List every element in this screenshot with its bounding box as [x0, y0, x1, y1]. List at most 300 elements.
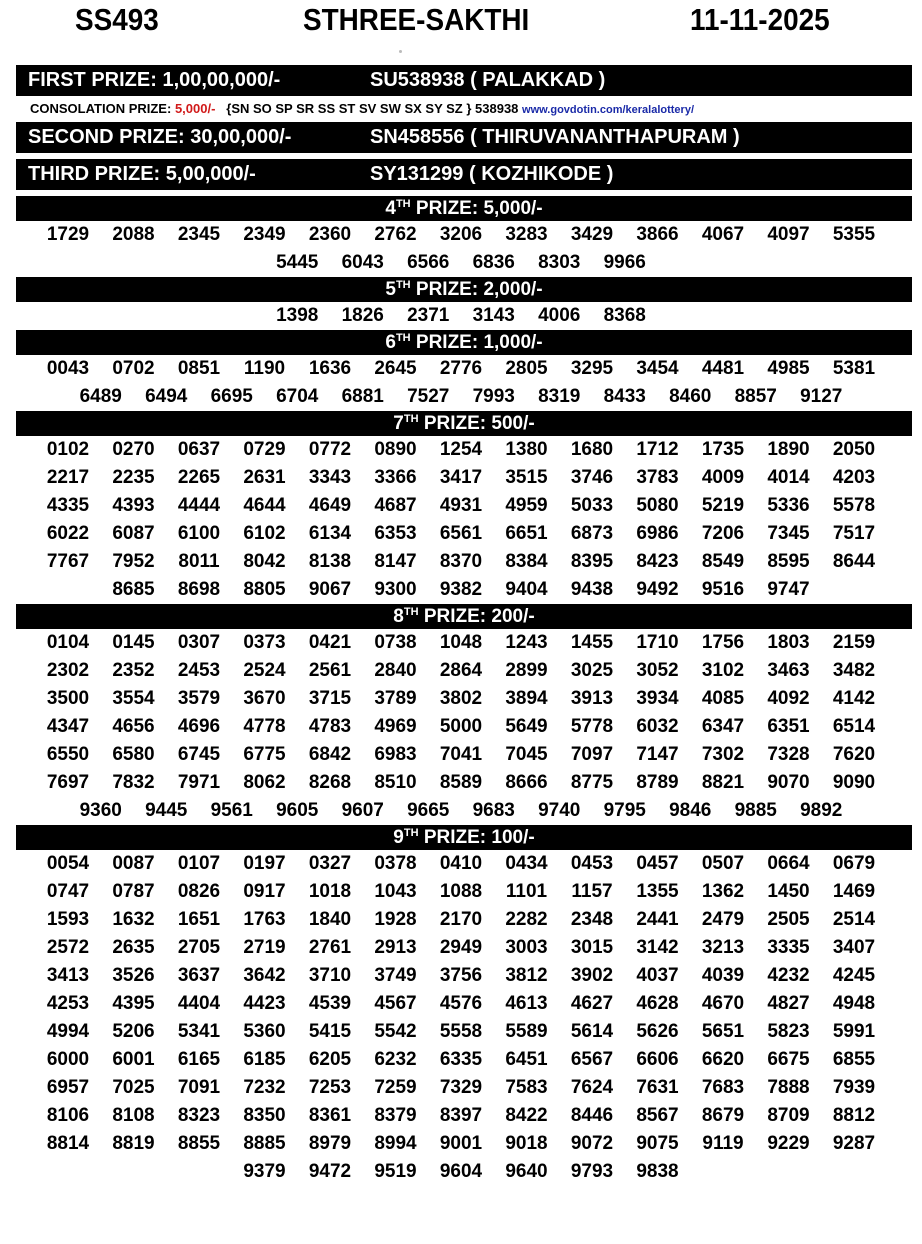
- ticket-number: 7517: [832, 523, 876, 544]
- number-row: [0, 436, 922, 464]
- ticket-number: 1469: [832, 881, 876, 902]
- number-row: [0, 1018, 922, 1046]
- ticket-number: 8370: [439, 551, 483, 572]
- number-row: [0, 906, 922, 934]
- ticket-number: 8666: [505, 772, 548, 793]
- number-row: [0, 990, 922, 1018]
- ticket-number: 8979: [308, 1133, 352, 1154]
- third-prize-ticket: SY131299 ( KOZHIKODE ): [370, 163, 614, 185]
- ticket-number: 7329: [439, 1077, 483, 1098]
- ticket-number: 2572: [46, 937, 90, 958]
- ticket-number: 3515: [505, 467, 548, 488]
- ticket-number: 3554: [112, 688, 155, 709]
- ticket-number: 0729: [243, 439, 286, 460]
- ticket-number: 2348: [570, 909, 614, 930]
- winning-numbers-7: [0, 436, 922, 604]
- prize-ordinal: 4: [385, 198, 396, 219]
- ticket-number: 5336: [767, 495, 810, 516]
- prize-label: PRIZE: 200/-: [418, 606, 535, 627]
- ticket-number: 1651: [177, 909, 221, 930]
- ticket-number: 8821: [701, 772, 745, 793]
- ticket-number: 9885: [734, 800, 777, 821]
- ticket-number: 4006: [538, 305, 581, 326]
- ticket-number: 7971: [177, 772, 221, 793]
- ticket-number: 5033: [570, 495, 614, 516]
- number-row: [0, 249, 922, 277]
- ticket-number: 8108: [112, 1105, 155, 1126]
- ticket-number: 2345: [177, 224, 221, 245]
- ticket-number: 1729: [46, 224, 90, 245]
- ticket-number: 5360: [243, 1021, 286, 1042]
- ticket-number: 8549: [701, 551, 745, 572]
- ticket-number: 3482: [832, 660, 876, 681]
- ticket-number: 8368: [603, 305, 646, 326]
- ticket-number: 7939: [832, 1077, 876, 1098]
- second-prize-label: SECOND PRIZE: 30,00,000/-: [28, 126, 292, 148]
- ticket-number: 3052: [636, 660, 679, 681]
- ticket-number: 4245: [832, 965, 876, 986]
- ticket-number: 1636: [308, 358, 352, 379]
- ticket-number: 0373: [243, 632, 286, 653]
- prize-ordinal-suffix: TH: [395, 198, 411, 210]
- ticket-number: 8323: [177, 1105, 221, 1126]
- ticket-number: 3802: [439, 688, 483, 709]
- ticket-number: 7631: [636, 1077, 679, 1098]
- ticket-number: 4253: [46, 993, 90, 1014]
- ticket-number: 2840: [374, 660, 417, 681]
- ticket-number: 3463: [767, 660, 810, 681]
- ticket-number: 1043: [374, 881, 417, 902]
- ticket-number: 7097: [570, 744, 614, 765]
- ticket-number: 4783: [308, 716, 352, 737]
- ticket-number: 1763: [243, 909, 286, 930]
- ticket-number: 9438: [570, 579, 614, 600]
- draw-date: 11-11-2025: [690, 2, 830, 37]
- ticket-number: 8433: [603, 386, 646, 407]
- ticket-number: 9838: [636, 1161, 679, 1182]
- ticket-number: 6087: [112, 523, 155, 544]
- ticket-number: 2514: [832, 909, 876, 930]
- ticket-number: 4539: [308, 993, 352, 1014]
- ticket-number: 2631: [243, 467, 286, 488]
- consolation-amount: 5,000/-: [174, 101, 216, 116]
- ticket-number: 0054: [46, 853, 90, 874]
- ticket-number: 3746: [570, 467, 614, 488]
- ticket-number: 9472: [308, 1161, 352, 1182]
- ticket-number: 0787: [112, 881, 155, 902]
- ticket-number: 6873: [570, 523, 614, 544]
- ticket-number: 6001: [112, 1049, 155, 1070]
- winning-numbers-8: [0, 629, 922, 825]
- ticket-number: 4092: [767, 688, 810, 709]
- prize-label: PRIZE: 5,000/-: [410, 198, 543, 219]
- ticket-number: 2761: [308, 937, 352, 958]
- ticket-number: 6567: [570, 1049, 614, 1070]
- ticket-number: 7583: [505, 1077, 548, 1098]
- ticket-number: 9018: [505, 1133, 548, 1154]
- number-row: [0, 685, 922, 713]
- ticket-number: 2864: [439, 660, 483, 681]
- consolation-label: CONSOLATION PRIZE:: [30, 101, 175, 116]
- ticket-number: 3526: [112, 965, 155, 986]
- ticket-number: 2479: [701, 909, 745, 930]
- ticket-number: 3335: [767, 937, 810, 958]
- ticket-number: 7697: [46, 772, 90, 793]
- number-row: [0, 797, 922, 825]
- ticket-number: 1157: [571, 881, 613, 902]
- second-prize-ticket: SN458556 ( THIRUVANANTHAPURAM ): [370, 126, 740, 148]
- ticket-number: 8460: [669, 386, 712, 407]
- ticket-number: 1840: [308, 909, 352, 930]
- ticket-number: 6185: [243, 1049, 286, 1070]
- number-row: [0, 520, 922, 548]
- ticket-number: 4994: [46, 1021, 90, 1042]
- ticket-number: 8994: [374, 1133, 417, 1154]
- prize-banner-8: [16, 604, 912, 629]
- ticket-number: 5415: [308, 1021, 352, 1042]
- ticket-number: 4085: [701, 688, 745, 709]
- ticket-number: 3142: [636, 937, 679, 958]
- ticket-number: 2349: [243, 224, 286, 245]
- ticket-number: 8423: [636, 551, 679, 572]
- ticket-number: 6000: [46, 1049, 90, 1070]
- ticket-number: 2561: [308, 660, 352, 681]
- ticket-number: 9846: [669, 800, 712, 821]
- ticket-number: 0826: [177, 881, 221, 902]
- number-row: [0, 1102, 922, 1130]
- ticket-number: 7253: [308, 1077, 352, 1098]
- ticket-number: 4985: [767, 358, 810, 379]
- number-row: [0, 221, 922, 249]
- first-prize-label: FIRST PRIZE: 1,00,00,000/-: [28, 69, 281, 91]
- ticket-number: 6489: [79, 386, 122, 407]
- ticket-number: 6561: [439, 523, 483, 544]
- ticket-number: 0453: [570, 853, 614, 874]
- ticket-number: 8510: [374, 772, 417, 793]
- ticket-number: 8361: [308, 1105, 352, 1126]
- ticket-number: 9605: [276, 800, 319, 821]
- ticket-number: 8789: [636, 772, 679, 793]
- ticket-number: 0747: [46, 881, 90, 902]
- consolation-series: {SN SO SP SR SS ST SV SW SX SY SZ } 538938: [226, 101, 519, 116]
- ticket-number: 1254: [439, 439, 483, 460]
- draw-code: SS493: [75, 2, 159, 37]
- prize-ordinal-suffix: TH: [403, 413, 419, 425]
- ticket-number: 1018: [308, 881, 352, 902]
- ticket-number: 9561: [210, 800, 253, 821]
- source-link[interactable]: www.govdotin.com/keralalottery/: [522, 104, 695, 116]
- ticket-number: 6550: [46, 744, 90, 765]
- ticket-number: 5206: [112, 1021, 155, 1042]
- prize-ordinal-suffix: TH: [395, 332, 411, 344]
- ticket-number: 5355: [832, 224, 876, 245]
- ticket-number: 8147: [374, 551, 417, 572]
- ticket-number: 2645: [374, 358, 417, 379]
- ticket-number: 5649: [505, 716, 548, 737]
- ticket-number: 6494: [145, 386, 188, 407]
- ticket-number: 7767: [46, 551, 90, 572]
- ticket-number: 4576: [439, 993, 483, 1014]
- ticket-number: 6514: [832, 716, 876, 737]
- ticket-number: 4827: [767, 993, 810, 1014]
- ticket-number: 3500: [46, 688, 90, 709]
- ticket-number: 9516: [701, 579, 745, 600]
- ticket-number: 1243: [505, 632, 548, 653]
- ticket-number: 6836: [472, 252, 515, 273]
- ticket-number: 3902: [570, 965, 614, 986]
- ticket-number: 6353: [374, 523, 417, 544]
- ticket-number: 1735: [701, 439, 745, 460]
- ticket-number: 6032: [636, 716, 679, 737]
- ticket-number: 2217: [46, 467, 90, 488]
- ticket-number: 4628: [636, 993, 679, 1014]
- ticket-number: 4039: [701, 965, 745, 986]
- ticket-number: 3454: [636, 358, 679, 379]
- ticket-number: 6022: [46, 523, 90, 544]
- ticket-number: 0434: [505, 853, 548, 874]
- ticket-number: 6580: [112, 744, 155, 765]
- ticket-number: 4931: [439, 495, 483, 516]
- ticket-number: 2635: [112, 937, 155, 958]
- ticket-number: 4014: [767, 467, 810, 488]
- ticket-number: 4687: [374, 495, 417, 516]
- ticket-number: 8303: [538, 252, 581, 273]
- ticket-number: 8855: [177, 1133, 221, 1154]
- prize-ordinal-suffix: TH: [395, 279, 411, 291]
- ticket-number: 0890: [374, 439, 417, 460]
- ticket-number: 3295: [570, 358, 614, 379]
- ticket-number: 6205: [308, 1049, 352, 1070]
- ticket-number: 4037: [636, 965, 679, 986]
- ticket-number: 1362: [701, 881, 745, 902]
- number-row: [0, 1074, 922, 1102]
- number-row: [0, 713, 922, 741]
- ticket-number: 6043: [341, 252, 384, 273]
- ticket-number: 0679: [832, 853, 876, 874]
- ticket-number: 2949: [439, 937, 483, 958]
- ticket-number: 0043: [46, 358, 90, 379]
- speck: [399, 50, 402, 53]
- ticket-number: 8567: [636, 1105, 679, 1126]
- ticket-number: 3015: [570, 937, 614, 958]
- ticket-number: 0104: [46, 632, 90, 653]
- ticket-number: 6165: [177, 1049, 221, 1070]
- prize-ordinal: 6: [385, 332, 396, 353]
- ticket-number: 3143: [472, 305, 515, 326]
- ticket-number: 7232: [243, 1077, 286, 1098]
- ticket-number: 4959: [505, 495, 548, 516]
- ticket-number: 0738: [374, 632, 417, 653]
- ticket-number: 3749: [374, 965, 417, 986]
- ticket-number: 6957: [46, 1077, 90, 1098]
- ticket-number: 9070: [767, 772, 810, 793]
- number-row: [0, 548, 922, 576]
- ticket-number: 7302: [701, 744, 745, 765]
- ticket-number: 6451: [505, 1049, 548, 1070]
- ticket-number: 4627: [570, 993, 614, 1014]
- ticket-number: 0107: [177, 853, 221, 874]
- ticket-number: 3894: [505, 688, 548, 709]
- ticket-number: 9747: [767, 579, 810, 600]
- ticket-number: 6620: [701, 1049, 745, 1070]
- number-row: [0, 383, 922, 411]
- ticket-number: 2762: [374, 224, 417, 245]
- ticket-number: 1190: [243, 358, 286, 379]
- first-prize-ticket: SU538938 ( PALAKKAD ): [370, 69, 606, 91]
- ticket-number: 8062: [243, 772, 286, 793]
- ticket-number: 8685: [112, 579, 155, 600]
- ticket-number: 0145: [112, 632, 155, 653]
- ticket-number: 4969: [374, 716, 417, 737]
- ticket-number: 9360: [79, 800, 122, 821]
- ticket-number: 5445: [276, 252, 319, 273]
- number-row: [0, 302, 922, 330]
- ticket-number: 9445: [145, 800, 188, 821]
- number-row: [0, 850, 922, 878]
- ticket-number: 9379: [243, 1161, 286, 1182]
- number-row: [0, 878, 922, 906]
- prize-label: PRIZE: 500/-: [418, 413, 535, 434]
- ticket-number: 2524: [243, 660, 286, 681]
- ticket-number: 8819: [112, 1133, 155, 1154]
- ticket-number: 2453: [177, 660, 221, 681]
- ticket-number: 2088: [112, 224, 155, 245]
- ticket-number: 5626: [636, 1021, 679, 1042]
- winning-numbers-9: [0, 850, 922, 1186]
- ticket-number: 3812: [505, 965, 548, 986]
- prize-label: PRIZE: 1,000/-: [410, 332, 543, 353]
- ticket-number: 6745: [177, 744, 221, 765]
- ticket-number: 5542: [374, 1021, 417, 1042]
- consolation-prize-line: [0, 96, 922, 122]
- ticket-number: 4948: [832, 993, 876, 1014]
- ticket-number: 3783: [636, 467, 679, 488]
- ticket-number: 2302: [46, 660, 90, 681]
- ticket-number: 9640: [505, 1161, 548, 1182]
- ticket-number: 9119: [702, 1133, 744, 1154]
- ticket-number: 8812: [832, 1105, 876, 1126]
- ticket-number: 9287: [832, 1133, 876, 1154]
- ticket-number: 6986: [636, 523, 679, 544]
- ticket-number: 8595: [767, 551, 810, 572]
- ticket-number: 6232: [374, 1049, 417, 1070]
- ticket-number: 8106: [46, 1105, 90, 1126]
- ticket-number: 6775: [243, 744, 286, 765]
- ticket-number: 9067: [308, 579, 352, 600]
- ticket-number: 7527: [407, 386, 450, 407]
- ticket-number: 9966: [603, 252, 646, 273]
- ticket-number: 4395: [112, 993, 155, 1014]
- ticket-number: 4393: [112, 495, 155, 516]
- ticket-number: 1712: [636, 439, 679, 460]
- winning-numbers-5: [0, 302, 922, 330]
- ticket-number: 5651: [701, 1021, 745, 1042]
- ticket-number: 2050: [832, 439, 876, 460]
- ticket-number: 3417: [439, 467, 483, 488]
- ticket-number: 7832: [112, 772, 155, 793]
- first-prize-banner: [16, 65, 912, 96]
- ticket-number: 6102: [243, 523, 286, 544]
- ticket-number: 0507: [701, 853, 745, 874]
- ticket-number: 7952: [112, 551, 155, 572]
- ticket-number: 4613: [505, 993, 548, 1014]
- ticket-number: 9300: [374, 579, 417, 600]
- ticket-number: 8379: [374, 1105, 417, 1126]
- number-row: [0, 741, 922, 769]
- ticket-number: 5778: [570, 716, 614, 737]
- ticket-number: 0421: [308, 632, 352, 653]
- ticket-number: 1101: [505, 881, 548, 902]
- ticket-number: 3206: [439, 224, 483, 245]
- ticket-number: 3003: [505, 937, 548, 958]
- ticket-number: 3866: [636, 224, 679, 245]
- ticket-number: 0102: [46, 439, 90, 460]
- number-row: [0, 492, 922, 520]
- ticket-number: 9382: [439, 579, 483, 600]
- ticket-number: 0378: [374, 853, 417, 874]
- ticket-number: 9793: [570, 1161, 614, 1182]
- ticket-number: 3102: [701, 660, 745, 681]
- ticket-number: 3670: [243, 688, 286, 709]
- prize-label: PRIZE: 100/-: [418, 827, 535, 848]
- ticket-number: 3025: [570, 660, 614, 681]
- ticket-number: 9795: [603, 800, 646, 821]
- number-row: [0, 934, 922, 962]
- ticket-number: 7041: [439, 744, 483, 765]
- ticket-number: 0307: [177, 632, 221, 653]
- ticket-number: 6704: [276, 386, 319, 407]
- ticket-number: 4481: [701, 358, 745, 379]
- ticket-number: 3934: [636, 688, 679, 709]
- ticket-number: 4644: [243, 495, 286, 516]
- ticket-number: 6335: [439, 1049, 483, 1070]
- number-row: [0, 355, 922, 383]
- ticket-number: 7683: [701, 1077, 745, 1098]
- ticket-number: 9127: [800, 386, 843, 407]
- prize-ordinal: 9: [393, 827, 404, 848]
- prize-label: PRIZE: 2,000/-: [410, 279, 543, 300]
- ticket-number: 0917: [243, 881, 286, 902]
- ticket-number: 2441: [636, 909, 679, 930]
- ticket-number: 6651: [505, 523, 548, 544]
- ticket-number: 1890: [767, 439, 810, 460]
- ticket-number: 8397: [439, 1105, 483, 1126]
- ticket-number: 5578: [832, 495, 876, 516]
- ticket-number: 4696: [177, 716, 221, 737]
- ticket-number: 7091: [177, 1077, 221, 1098]
- ticket-number: 2805: [505, 358, 548, 379]
- ticket-number: 9604: [439, 1161, 483, 1182]
- ticket-number: 4656: [112, 716, 155, 737]
- ticket-number: 8644: [832, 551, 876, 572]
- ticket-number: 1455: [570, 632, 614, 653]
- ticket-number: 2899: [505, 660, 548, 681]
- ticket-number: 5219: [701, 495, 745, 516]
- ticket-number: 1756: [701, 632, 745, 653]
- ticket-number: 1380: [505, 439, 548, 460]
- ticket-number: 2705: [177, 937, 221, 958]
- ticket-number: 9075: [636, 1133, 679, 1154]
- ticket-number: 1803: [767, 632, 810, 653]
- ticket-number: 7888: [767, 1077, 810, 1098]
- ticket-number: 6134: [308, 523, 352, 544]
- ticket-number: 5558: [439, 1021, 483, 1042]
- number-row: [0, 769, 922, 797]
- ticket-number: 4778: [243, 716, 286, 737]
- prize-ordinal: 7: [393, 413, 404, 434]
- ticket-number: 7345: [767, 523, 810, 544]
- prize-banner-4: [16, 196, 912, 221]
